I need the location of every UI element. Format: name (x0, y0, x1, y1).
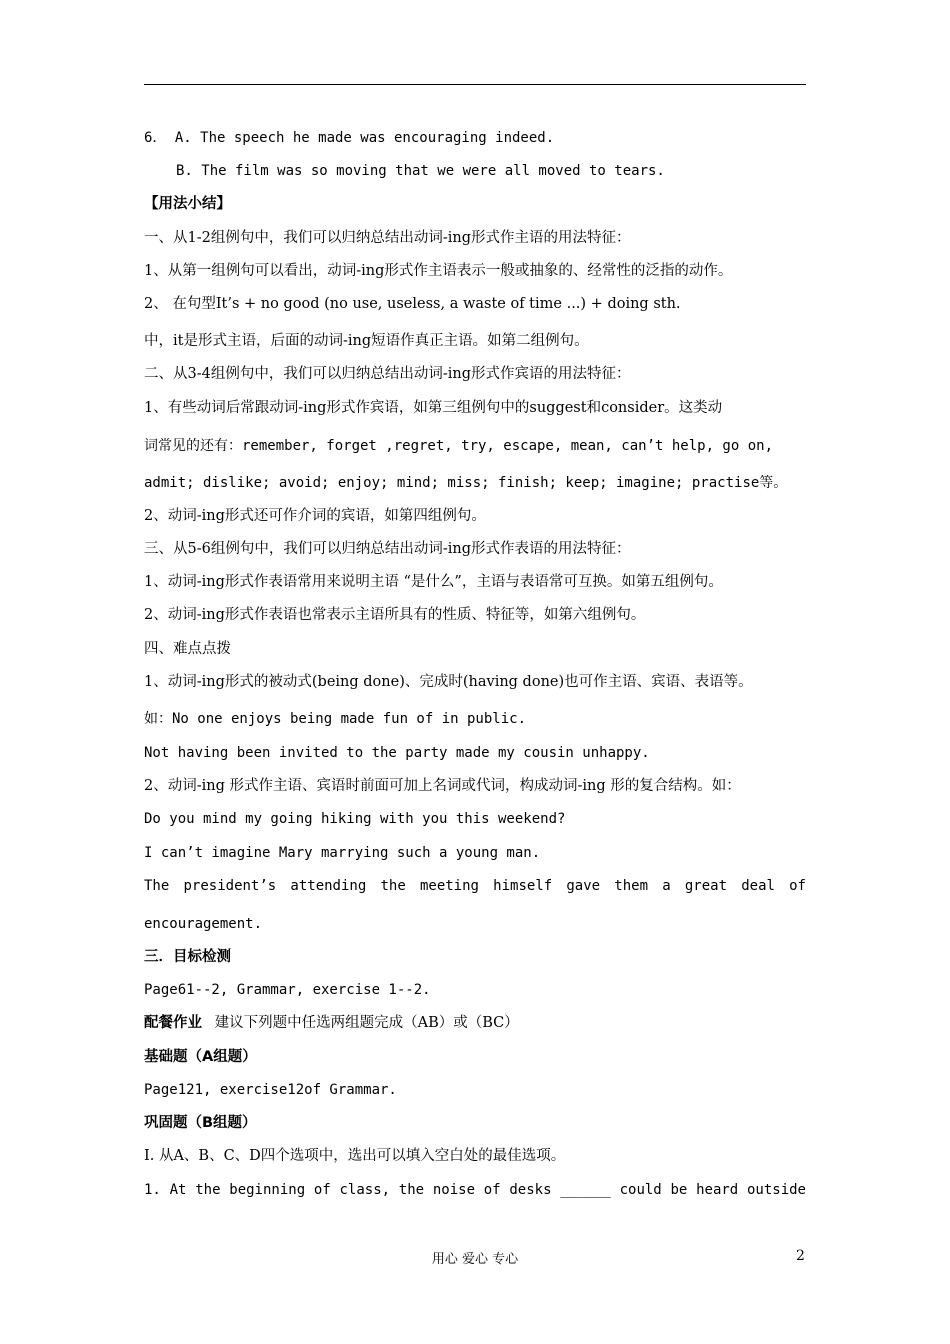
paragraph: 1、从第一组例句可以看出，动词-ing形式作主语表示一般或抽象的、经常性的泛指的动作。 (144, 263, 733, 279)
question-1: 1. At the beginning of class, the noise of desks ______ could be heard outside (144, 1182, 806, 1198)
example-6b: B. The film was so moving that we were all moved to tears. (176, 163, 665, 179)
section-heading-usage-summary: 【用法小结】 (144, 196, 231, 212)
example-sentence: 如：No one enjoys being made fun of in public. (144, 711, 527, 727)
homework-instruction: 建议下列题中任选两组题完成（AB）或（BC） (214, 1015, 519, 1031)
page-number: 2 (796, 1248, 805, 1264)
paragraph: 1、动词-ing形式的被动式(being done)、完成时(having done)也可作主语、宾语、表语等。 (144, 674, 753, 690)
footer-slogan: 用心 爱心 专心 (431, 1252, 519, 1267)
paragraph: 2、 在句型It’s + no good (no use, useless, a waste of time ...) + doing sth. (144, 296, 681, 312)
section-heading-basic: 基础题（A组题） (144, 1049, 257, 1065)
example-sentence: Not having been invited to the party made my cousin unhappy. (144, 745, 650, 761)
homework-line (144, 1013, 806, 1033)
paragraph: 2、动词-ing形式还可作介词的宾语，如第四组例句。 (144, 508, 486, 524)
paragraph: 四、难点点拨 (144, 641, 231, 657)
paragraph: Page61--2, Grammar, exercise 1--2. (144, 982, 431, 998)
homework-heading: 配餐作业 (144, 1015, 202, 1031)
paragraph: 2、动词-ing 形式作主语、宾语时前面可加上名词或代词，构成动词-ing 形的复合结构。如： (144, 778, 741, 794)
section-heading-consolidation: 巩固题（B组题） (144, 1115, 257, 1131)
paragraph: 三、从5-6组例句中，我们可以归纳总结出动词-ing形式作表语的用法特征： (144, 541, 631, 557)
paragraph: 二、从3-4组例句中，我们可以归纳总结出动词-ing形式作宾语的用法特征： (144, 366, 631, 382)
paragraph: 中，it是形式主语，后面的动词-ing短语作真正主语。如第二组例句。 (144, 333, 589, 349)
example-sentence: encouragement. (144, 916, 263, 932)
example-sentence: I can’t imagine Mary marrying such a young man. (144, 845, 541, 861)
example-6a: 6． A. The speech he made was encouraging indeed. (144, 130, 555, 146)
paragraph: 词常见的还有：remember, forget ,regret, try, escape, mean, can’t help, go on, (144, 438, 774, 454)
example-sentence: Do you mind my going hiking with you this weekend? (144, 811, 566, 827)
paragraph: 1、动词-ing形式作表语常用来说明主语 “是什么”，主语与表语常可互换。如第五组例句。 (144, 574, 723, 590)
paragraph: Page121, exercise12of Grammar. (144, 1082, 397, 1098)
paragraph: 一、从1-2组例句中，我们可以归纳总结出动词-ing形式作主语的用法特征： (144, 230, 631, 246)
section-heading-target-test: 三．目标检测 (144, 949, 231, 965)
header-rule (144, 84, 806, 85)
paragraph: admit; dislike; avoid; enjoy; mind; miss; finish; keep; imagine; practise等。 (144, 475, 788, 491)
paragraph: 1、有些动词后常跟动词-ing形式作宾语，如第三组例句中的suggest和consider。这类动 (144, 400, 723, 416)
example-sentence: The president’s attending the meeting himself gave them a great deal of (144, 878, 806, 894)
paragraph: 2、动词-ing形式作表语也常表示主语所具有的性质、特征等，如第六组例句。 (144, 607, 646, 623)
paragraph: I. 从A、B、C、D四个选项中，选出可以填入空白处的最佳选项。 (144, 1148, 566, 1164)
